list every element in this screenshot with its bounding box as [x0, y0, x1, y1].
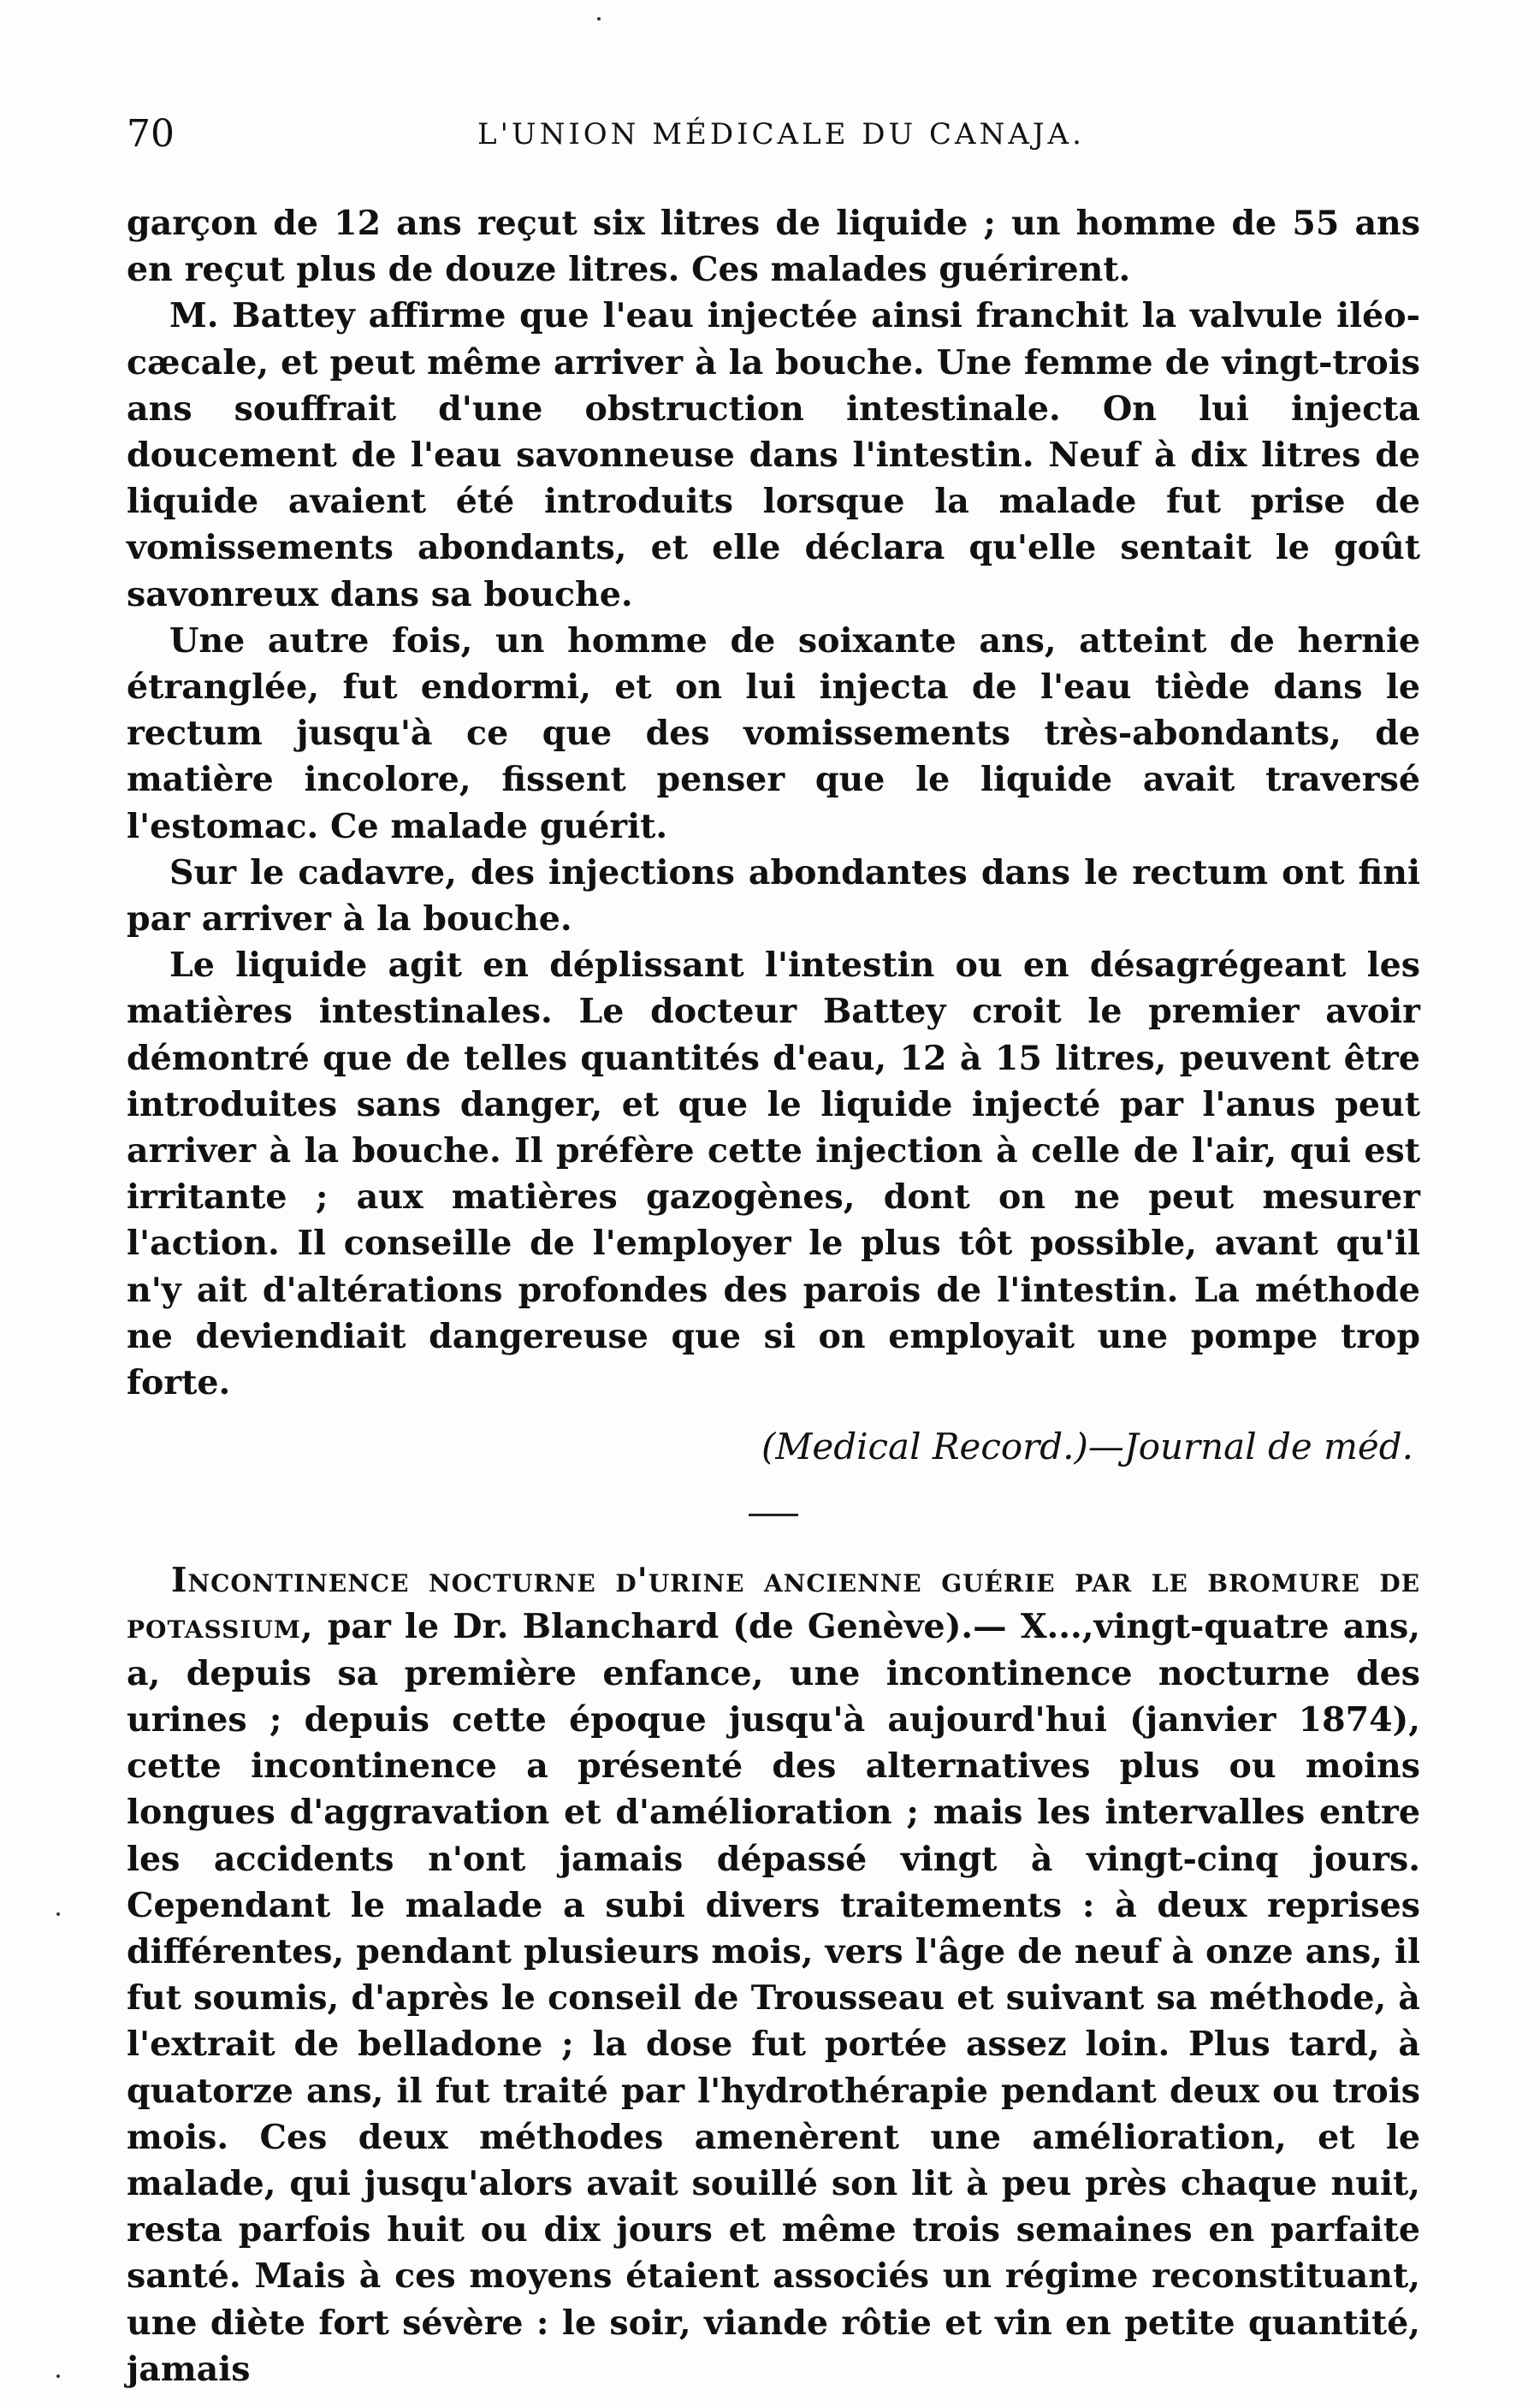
citation: (Medical Record.)—Journal de méd.: [761, 1426, 1413, 1468]
paper-speck: [597, 17, 601, 21]
paper-speck: [56, 1912, 60, 1916]
paragraph: M. Battey affirme que l'eau injectée ainsi franchit la valvule iléo-cæcale, et peut même arriver à la bouche. Une femme de vingt-trois ans souffrait d'une obstruction intestinale. On lui injecta doucement de l'eau savonneuse dans l'intestin. Neuf à dix litres de liquide avaient été introduits lorsque la malade fut prise de vomissements abondants, et elle déclara qu'elle sentait le goût savonreux dans sa bouche.: [127, 296, 1420, 614]
paragraph: garçon de 12 ans reçut six litres de liquide ; un homme de 55 ans en reçut plus de douze litres. Ces malades guérirent.: [127, 204, 1420, 290]
section-divider: [749, 1514, 798, 1516]
journal-title: L'UNION MÉDICALE DU CANAJA.: [477, 117, 1085, 151]
paragraph: Une autre fois, un homme de soixante ans, atteint de hernie étranglée, fut endormi, et on lui injecta de l'eau tiède dans le rectum jusqu'à ce que des vomissements très-abondants, de matière incolore, fissent penser que le liquide avait traversé l'estomac. Ce malade guérit.: [127, 620, 1420, 846]
paragraph: Le liquide agit en déplissant l'intestin ou en désagrégeant les matières intestinales. Le docteur Battey croit le premier avoir démontré que de telles quantités d'eau, 12 à 15 litres, peuvent être introduites sans danger, et que le liquide injecté par l'anus peut arriver à la bouche. Il préfère cette injection à celle de l'air, qui est irritante ; aux matières gazogènes, dont on ne peut mesurer l'action. Il conseille de l'employer le plus tôt possible, avant qu'il n'y ait d'altérations profondes des parois de l'intestin. La méthode ne deviendiait dangereuse que si on employait une pompe trop forte.: [127, 946, 1420, 1403]
document-page: [127, 104, 1420, 2392]
article-heading: Incontinence nocturne d'urine ancienne guérie par le bromure de potassium,: [127, 1561, 1420, 1647]
body-text: [127, 200, 1420, 2392]
article-text: X...,vingt-quatre ans, a, depuis sa première enfance, une incontinence nocturne des urines ; depuis cette époque jusqu'à aujourd'hui (janvier 1874), cette incontinence a présenté des alternatives plus ou moins longues d'aggravation et d'amélioration ; mais les intervalles entre les accidents n'ont jamais dépassé vingt à vingt-cinq jours. Cependant le malade a subi divers traitements : à deux reprises différentes, pendant plusieurs mois, vers l'âge de neuf à onze ans, il fut soumis, d'après le conseil de Trousseau et suivant sa méthode, à l'extrait de belladone ; la dose fut portée assez loin. Plus tard, à quatorze ans, il fut traité par l'hydrothérapie pendant deux ou trois mois. Ces deux méthodes amenèrent une amélioration, et le malade, qui jusqu'alors avait souillé son lit à peu près chaque nuit, resta parfois huit ou dix jours et même trois semaines en parfaite santé. Mais à ces moyens étaient associés un régime reconstituant, une diète fort sévère : le soir, viande rôtie et vin en petite quantité, jamais: [127, 1607, 1420, 2389]
paragraph: Sur le cadavre, des injections abondantes dans le rectum ont fini par arriver à la bouche.: [127, 852, 1420, 940]
page-number: 70: [127, 112, 175, 156]
paper-speck: [56, 2374, 60, 2378]
running-head: [127, 104, 1420, 164]
article-paragraph: [127, 1557, 1420, 2392]
article-byline: par le Dr. Blanchard (de Genève).—: [313, 1607, 1007, 1647]
